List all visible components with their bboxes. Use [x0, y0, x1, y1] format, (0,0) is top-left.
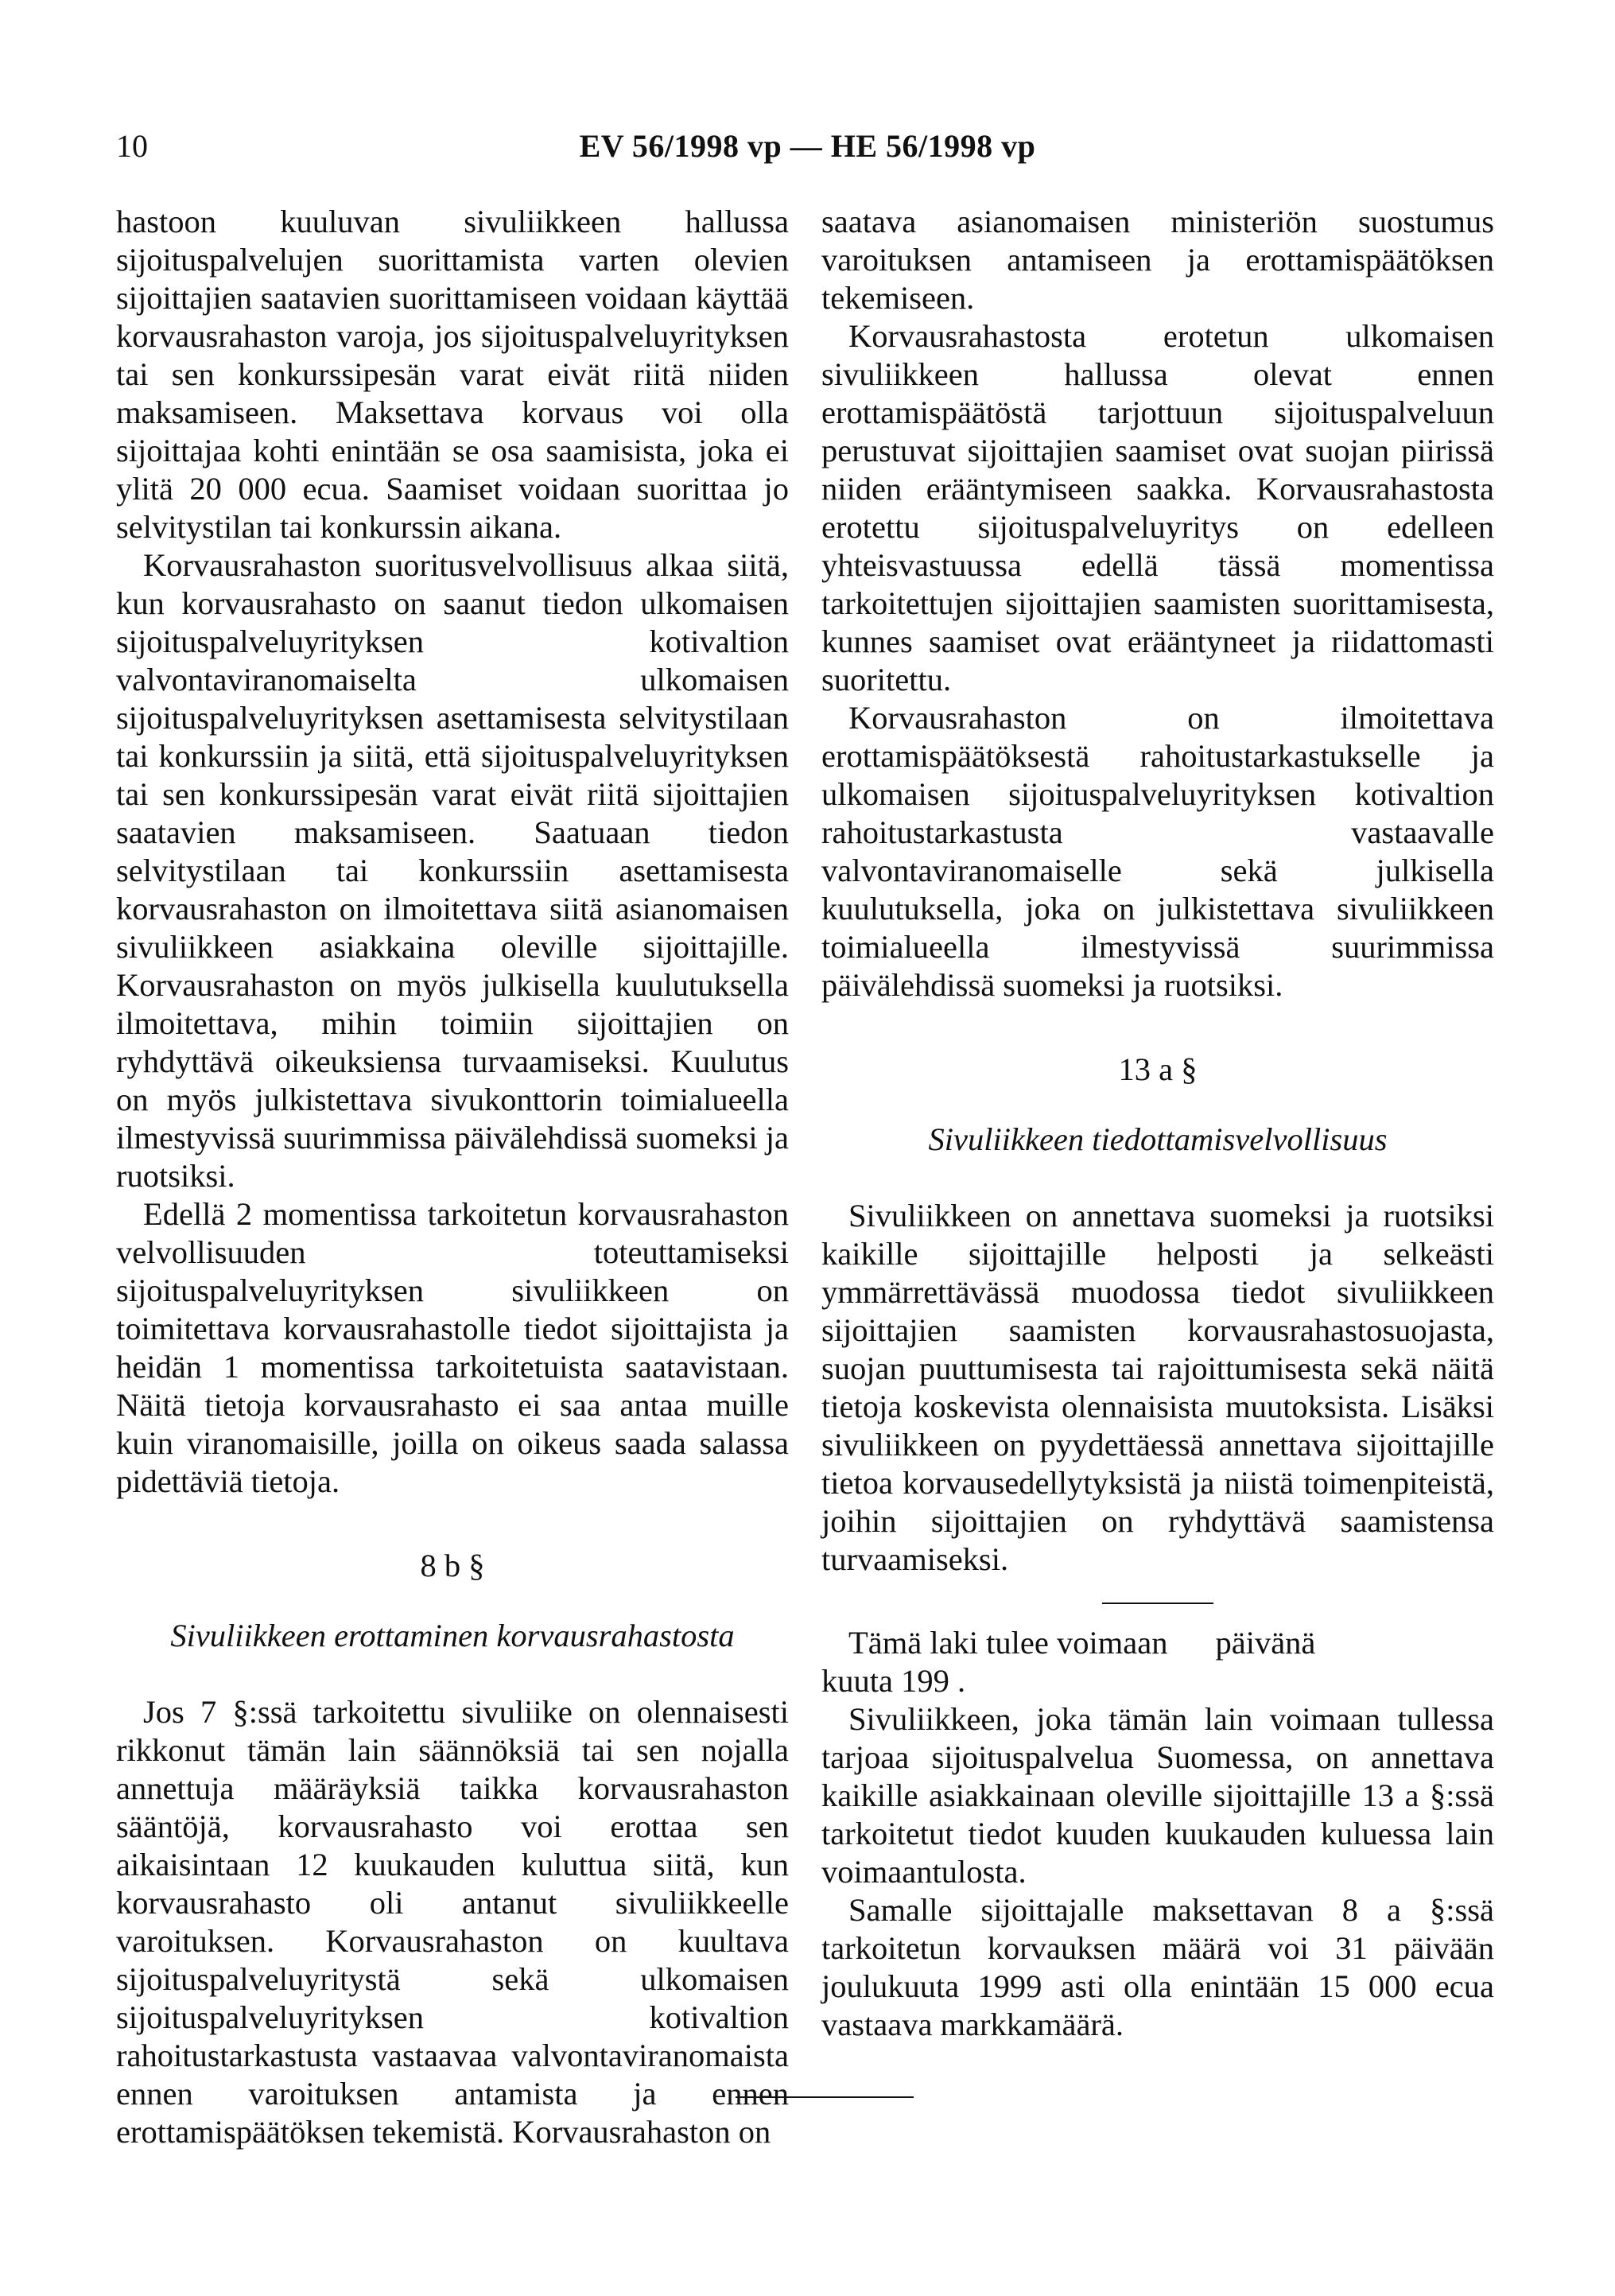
left-paragraph-3: Edellä 2 momentissa tarkoitetun korvausrahaston velvollisuuden toteuttamiseksi sijoituspalveluyrityksen sivuliikkeen on toimitettava korvausrahastolle tiedot sijoittajista ja heidän 1 momentissa tarkoitetuista saatavistaan. Näitä tietoja korvausrahasto ei saa antaa muille kuin viranomaisille, joilla on oikeus saada salassa pidettäviä tietoja. — [116, 1196, 789, 1499]
section-title-8b: Sivuliikkeen erottaminen korvausrahastosta — [170, 1618, 735, 1653]
section-8b-paragraph: Jos 7 §:ssä tarkoitettu sivuliike on olennaisesti rikkonut tämän lain säännöksiä tai sen nojalla annettuja määräyksiä taikka korvausrahaston sääntöjä, korvausrahasto voi erottaa sen aikaisintaan 12 kuukauden kuluttua siitä, kun korvausrahasto oli antanut sivuliikkeelle varoituksen. Korvausrahaston on kuultava sijoituspalveluyritystä sekä ulkomaisen sijoituspalveluyrityksen kotivaltion rahoitustarkastusta vastaavaa valvontaviranomaista ennen varoituksen antamista ja ennen erottamispäätöksen tekemistä. Korvausrahaston on — [116, 1694, 789, 2150]
section-number-8b: 8 b § — [420, 1548, 485, 1583]
final-paragraph-2: Sivuliikkeen, joka tämän lain voimaan tullessa tarjoaa sijoituspalvelua Suomessa, on annettava kaikille asiakkainaan oleville sijoittajille 13 a §:ssä tarkoitetut tiedot kuuden kuukauden kuluessa lain voimaantulosta. — [821, 1701, 1494, 1890]
entry-into-force — [821, 1624, 1494, 1700]
section-divider — [1102, 1603, 1213, 1604]
running-head: EV 56/1998 vp — HE 56/1998 vp — [579, 128, 1036, 164]
right-paragraph-3: Korvausrahaston on ilmoitettava erottamispäätöksestä rahoitustarkastukselle ja ulkomaisen sijoituspalveluyrityksen kotivaltion rahoitustarkastusta vastaavalle valvontaviranomaiselle sekä julkisella kuulutuksella, joka on julkistettava sivuliikkeen toimialueella ilmestyvissä suurimmissa päivälehdissä suomeksi ja ruotsiksi. — [821, 700, 1494, 1003]
end-divider — [736, 2096, 914, 2098]
left-column — [116, 203, 789, 2151]
right-paragraph-2: Korvausrahastosta erotetun ulkomaisen sivuliikkeen hallussa olevat ennen erottamispäätöstä tarjottuun sijoituspalveluun perustuvat sijoittajien saamiset ovat suojan piirissä niiden erääntymiseen saakka. Korvausrahastosta erotettu sijoituspalveluyritys on edelleen yhteisvastuussa edellä tässä momentissa tarkoitettujen sijoittajien saamisten suorittamisesta, kunnes saamiset ovat erääntyneet ja riidattomasti suoritettu. — [821, 318, 1494, 697]
entry-into-force-text-b: päivänä — [1215, 1625, 1316, 1661]
entry-into-force-text-a: Tämä laki tulee voimaan — [848, 1625, 1168, 1661]
entry-into-force-text-c: kuuta 199 . — [821, 1663, 966, 1699]
section-number-13a: 13 a § — [1118, 1051, 1198, 1087]
right-column — [821, 203, 1494, 1604]
left-paragraph-1: hastoon kuuluvan sivuliikkeen hallussa sijoituspalvelujen suorittamista varten olevien sijoittajien saatavien suorittamiseen voidaan käyttää korvausrahaston varoja, jos sijoituspalveluyrityksen tai sen konkurssipesän varat eivät riitä niiden maksamiseen. Maksettava korvaus voi olla sijoittajaa kohti enintään se osa saamisista, joka ei ylitä 20 000 ecua. Saamiset voidaan suorittaa jo selvitystilan tai konkurssin aikana. — [116, 204, 789, 545]
page-number: 10 — [116, 128, 148, 164]
final-paragraph-3: Samalle sijoittajalle maksettavan 8 a §:ssä tarkoitetun korvauksen määrä voi 31 päivään joulukuuta 1999 asti olla enintään 15 000 ecua vastaava markkamäärä. — [821, 1892, 1494, 2042]
left-paragraph-2: Korvausrahaston suoritusvelvollisuus alkaa siitä, kun korvausrahasto on saanut tiedon ulkomaisen sijoituspalveluyrityksen kotivaltion valvontaviranomaiselta ulkomaisen sijoituspalveluyrityksen asettamisesta selvitystilaan tai konkurssiin ja siitä, että sijoituspalveluyrityksen tai sen konkurssipesän varat eivät riitä sijoittajien saatavien maksamiseen. Saatuaan tiedon selvitystilaan tai konkurssiin asettamisesta korvausrahaston on ilmoitettava siitä asianomaisen sivuliikkeen asiakkaina oleville sijoittajille. Korvausrahaston on myös julkisella kuulutuksella ilmoitettava, mihin toimiin sijoittajien on ryhdyttävä oikeuksiensa turvaamiseksi. Kuulutus on myös julkistettava sivukonttorin toimialueella ilmestyvissä suurimmissa päivälehdissä suomeksi ja ruotsiksi. — [116, 547, 789, 1194]
right-paragraph-1: saatava asianomaisen ministeriön suostumus varoituksen antamiseen ja erottamispäätöksen tekemiseen. — [821, 204, 1494, 316]
section-13a-paragraph: Sivuliikkeen on annettava suomeksi ja ruotsiksi kaikille sijoittajille helposti ja selkeästi ymmärrettävässä muodossa tiedot sivuliikkeen sijoittajien saamisten korvausrahastosuojasta, suojan puuttumisesta tai rajoittumisesta sekä näitä tietoja koskevista olennaisista muutoksista. Lisäksi sivuliikkeen on pyydettäessä annettava sijoittajille tietoa korvausedellytyksistä ja niistä toimenpiteistä, joihin sijoittajien on ryhdyttävä saamistensa turvaamiseksi. — [821, 1198, 1494, 1577]
section-title-13a: Sivuliikkeen tiedottamisvelvollisuus — [928, 1121, 1388, 1157]
final-provisions — [821, 1624, 1494, 2044]
